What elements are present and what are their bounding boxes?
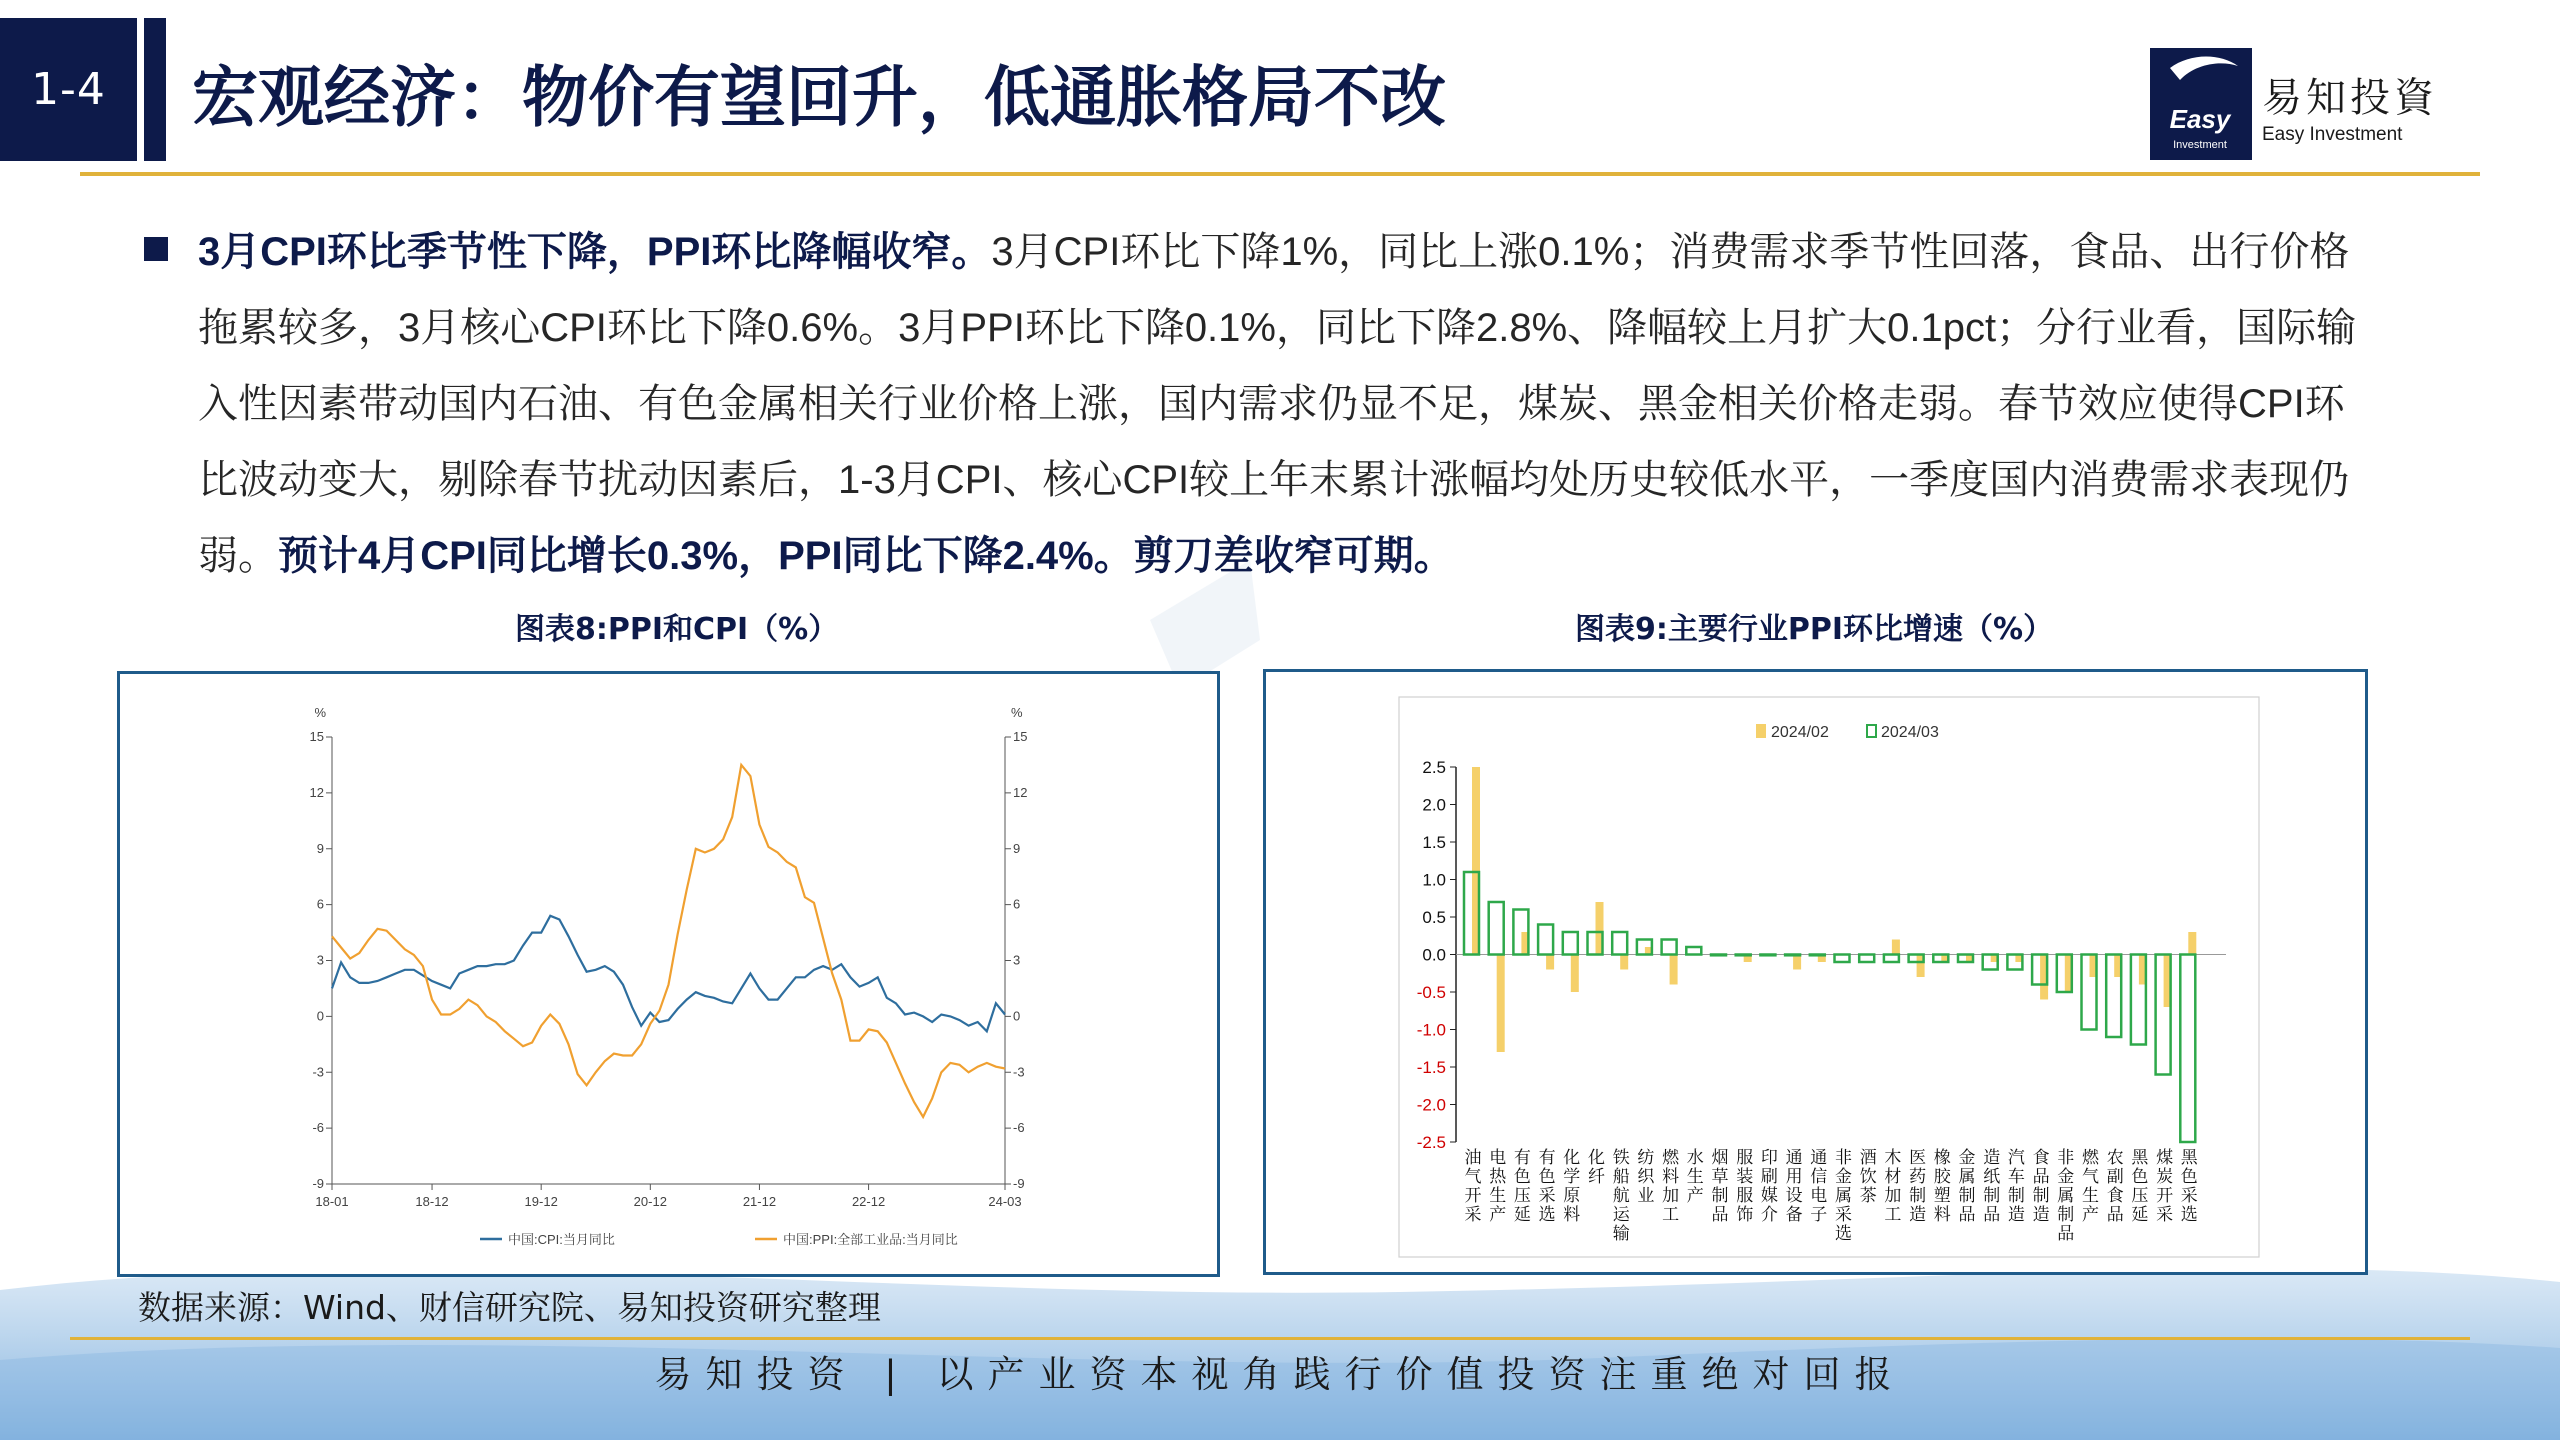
category-label-char: 压 [1513, 1186, 1531, 1205]
y-tick-label-left: 6 [316, 896, 324, 912]
category-label-char: 输 [1612, 1224, 1630, 1243]
category-label-char: 酒 [1859, 1148, 1877, 1167]
y-tick-label-left: -3 [312, 1064, 324, 1080]
y-tick-label: -2.0 [1416, 1095, 1446, 1115]
y-tick-label-right: -9 [1013, 1176, 1025, 1191]
category-label-char: 采 [2180, 1186, 2198, 1205]
category-label-char: 金 [1958, 1148, 1976, 1167]
category-label-char: 材 [1884, 1167, 1902, 1186]
category-label-char: 茶 [1859, 1186, 1877, 1205]
category-label-char: 塑 [1933, 1186, 1951, 1205]
category-label-char: 黑 [2131, 1148, 2149, 1167]
y-tick-label-right: 3 [1013, 952, 1021, 968]
bar-2024-02 [1497, 955, 1505, 1053]
category-label-char: 选 [1538, 1205, 1556, 1224]
body-tail-bold: 预计4月CPI同比增长0.3%，PPI同比下降2.4%。剪刀差收窄可期。 [278, 534, 1454, 578]
category-label-char: 印 [1760, 1148, 1778, 1167]
y-axis-right-unit: % [1011, 705, 1023, 720]
category-label-char: 医 [1909, 1148, 1927, 1167]
category-label-char: 备 [1785, 1205, 1803, 1224]
y-tick-label: -2.5 [1416, 1133, 1446, 1152]
y-tick-label-right: 6 [1013, 896, 1021, 912]
category-label-char: 制 [2007, 1186, 2025, 1205]
category-label-char: 工 [1662, 1205, 1680, 1224]
category-label-char: 饮 [1859, 1167, 1877, 1186]
category-label-char: 色 [2131, 1167, 2149, 1186]
category-label-char: 有 [1513, 1148, 1531, 1167]
bar-2024-03 [1810, 955, 1825, 956]
category-label-char: 加 [1884, 1186, 1902, 1205]
category-label-char: 车 [2007, 1167, 2025, 1186]
bar-2024-03 [1711, 955, 1726, 956]
y-tick-label: -1.0 [1416, 1020, 1446, 1040]
bar-2024-02 [1670, 955, 1678, 985]
legend-label: 2024/02 [1771, 724, 1829, 741]
category-label-char: 选 [2180, 1205, 2198, 1224]
footer-divider-line [70, 1337, 2470, 1340]
y-tick-label-right: 9 [1013, 840, 1021, 856]
category-label-char: 通 [1785, 1148, 1803, 1167]
y-tick-label-left: 9 [316, 840, 324, 856]
category-label-char: 采 [1835, 1205, 1852, 1224]
category-label-char: 炭 [2156, 1167, 2174, 1186]
y-tick-label-left: 15 [309, 729, 324, 744]
category-label-char: 汽 [2007, 1148, 2025, 1167]
category-label-char: 铁 [1612, 1148, 1630, 1167]
y-tick-label-left: 3 [316, 952, 324, 968]
category-label-char: 产 [1686, 1186, 1704, 1205]
category-label-char: 造 [2007, 1205, 2025, 1224]
bar-2024-03 [2180, 955, 2195, 1143]
section-number-badge: 1-4 [0, 18, 137, 161]
category-label-char: 气 [1464, 1167, 1482, 1186]
series-line-ppi [332, 765, 1005, 1117]
category-label-char: 延 [1513, 1205, 1531, 1224]
category-label-char: 刷 [1760, 1167, 1778, 1186]
category-label-char: 设 [1785, 1186, 1803, 1205]
legend-swatch [1756, 724, 1766, 738]
category-label-char: 色 [1538, 1167, 1556, 1186]
category-label-char: 燃 [1662, 1148, 1680, 1167]
category-label-char: 原 [1563, 1186, 1581, 1205]
y-tick-label-left: 12 [309, 784, 324, 800]
y-tick-label: -1.5 [1416, 1058, 1446, 1077]
category-label-char: 非 [1835, 1148, 1852, 1167]
legend-label: 中国:PPI:全部工业品:当月同比 [783, 1232, 958, 1247]
category-label-char: 采 [2156, 1205, 2174, 1224]
category-label-char: 生 [1489, 1186, 1507, 1205]
category-label-char: 媒 [1760, 1186, 1778, 1205]
bar-2024-03 [1612, 932, 1627, 955]
category-label-char: 燃 [2082, 1148, 2099, 1167]
category-label-char: 烟 [1711, 1148, 1729, 1167]
category-label-char: 胶 [1933, 1167, 1951, 1186]
category-label-char: 金 [1835, 1167, 1852, 1186]
x-tick-label: 22-12 [851, 1194, 886, 1209]
logo-mark-text: Easy [2169, 104, 2231, 134]
badge-divider-bar [144, 18, 166, 161]
company-logo-mark [2150, 48, 2252, 160]
bar-2024-03 [1884, 955, 1899, 963]
category-label-char: 制 [1983, 1186, 2001, 1205]
bar-2024-03 [1686, 947, 1701, 955]
legend-swatch [1867, 725, 1876, 737]
category-label-char: 非 [2057, 1148, 2075, 1167]
category-label-char: 纸 [1983, 1167, 2001, 1186]
y-tick-label: 1.5 [1422, 833, 1446, 852]
category-label-char: 橡 [1933, 1148, 1951, 1167]
y-tick-label: 0.5 [1422, 908, 1446, 927]
bar-2024-02 [1571, 955, 1579, 993]
bar-2024-03 [1489, 902, 1504, 955]
category-label-char: 金 [2057, 1167, 2075, 1186]
y-tick-label-left: -9 [312, 1176, 324, 1191]
bar-2024-02 [1620, 955, 1628, 970]
category-label-char: 农 [2106, 1148, 2124, 1167]
body-lead-bold: 3月CPI环比季节性下降，PPI环比降幅收窄。 [198, 230, 992, 274]
category-label-char: 开 [1464, 1186, 1482, 1205]
x-tick-label: 18-12 [415, 1194, 449, 1209]
y-tick-label-right: -3 [1013, 1064, 1025, 1080]
category-label-char: 介 [1760, 1205, 1778, 1224]
category-label-char: 品 [1711, 1205, 1729, 1224]
category-label-char: 食 [2032, 1148, 2050, 1167]
category-label-char: 有 [1538, 1148, 1556, 1167]
category-label-char: 产 [2082, 1205, 2099, 1224]
y-tick-label-left: -6 [312, 1120, 324, 1136]
chart8-caption: 图表8:PPI和CPI（%） [515, 612, 839, 647]
category-label-char: 属 [1958, 1167, 1976, 1186]
category-label-char: 压 [2131, 1186, 2149, 1205]
x-tick-label: 20-12 [633, 1194, 667, 1209]
category-label-char: 生 [2082, 1186, 2099, 1205]
category-label-char: 热 [1489, 1167, 1507, 1186]
industry-ppi-bar-chart [1266, 672, 2365, 1272]
bar-2024-03 [1835, 955, 1850, 963]
category-label-char: 船 [1612, 1167, 1630, 1186]
bar-2024-02 [2188, 932, 2196, 955]
category-label-char: 属 [2057, 1186, 2075, 1205]
category-label-char: 制 [2032, 1186, 2050, 1205]
x-tick-label: 18-01 [315, 1194, 349, 1209]
category-label-char: 加 [1662, 1186, 1680, 1205]
legend-label: 中国:CPI:当月同比 [508, 1232, 615, 1247]
category-label-char: 造 [2032, 1205, 2050, 1224]
y-tick-label: 0.0 [1422, 945, 1446, 965]
bar-2024-03 [1662, 940, 1677, 955]
category-label-char: 油 [1464, 1148, 1482, 1167]
series-line-cpi [332, 916, 1005, 1032]
logo-mark-subtext: Investment [2173, 139, 2227, 151]
category-label-char: 制 [1958, 1186, 1976, 1205]
y-tick-label-right: 0 [1013, 1008, 1021, 1024]
bar-2024-02 [1892, 940, 1900, 955]
category-label-char: 气 [2082, 1167, 2099, 1186]
category-label-char: 色 [1513, 1167, 1531, 1186]
category-label-char: 装 [1736, 1167, 1754, 1186]
category-label-char: 采 [1538, 1186, 1556, 1205]
body-main-text: 3月CPI环比下降1%，同比上涨0.1%；消费需求季节性回落，食品、出行价格拖累较多，3月核心CPI环比下降0.6%。3月PPI环比下降0.1%，同比下降2.8%、降幅较上月扩大0.1pct；分行业看，国际输入性因素带动国内石油、有色金属相关行业价格上涨，国内需求仍显不足，煤炭、黑金相关价格走弱。春节效应使得CPI环比波动变大，剔除春节扰动因素后，1-3月CPI、核心CPI较上年末累计涨幅均处历史较低水平，一季度国内消费需求表现仍弱。 [198, 230, 2357, 578]
y-tick-label: 1.0 [1422, 870, 1446, 890]
category-label-char: 产 [1489, 1205, 1507, 1224]
category-label-char: 通 [1810, 1148, 1828, 1167]
header-divider-line [80, 172, 2480, 176]
category-label-char: 选 [1835, 1224, 1852, 1243]
bar-2024-02 [1546, 955, 1554, 970]
y-axis-left-unit: % [314, 705, 326, 720]
category-label-char: 制 [1711, 1186, 1729, 1205]
bullet-square-icon [144, 237, 168, 261]
category-label-char: 品 [1958, 1205, 1976, 1224]
category-label-char: 品 [2106, 1205, 2124, 1224]
category-label-char: 属 [1835, 1186, 1852, 1205]
y-tick-label-right: 12 [1013, 784, 1028, 800]
y-tick-label-left: 0 [316, 1008, 324, 1024]
category-label-char: 造 [1909, 1205, 1927, 1224]
category-label-char: 饰 [1736, 1205, 1754, 1224]
category-label-char: 采 [1464, 1205, 1482, 1224]
category-label-char: 副 [2106, 1167, 2124, 1186]
category-label-char: 服 [1736, 1148, 1754, 1167]
category-label-char: 纺 [1637, 1148, 1655, 1167]
footer-slogan: 易知投资 | 以产业资本视角践行价值投资注重绝对回报 [654, 1353, 1906, 1396]
category-label-char: 子 [1810, 1205, 1828, 1224]
category-label-char: 航 [1612, 1186, 1630, 1205]
category-label-char: 业 [1637, 1186, 1655, 1205]
category-label-char: 制 [2057, 1205, 2075, 1224]
source-note: 数据来源：Wind、财信研究院、易知投资研究整理 [138, 1288, 881, 1327]
category-label-char: 生 [1686, 1167, 1704, 1186]
category-label-char: 运 [1612, 1205, 1630, 1224]
category-label-char: 制 [1909, 1186, 1927, 1205]
body-paragraph [198, 214, 2368, 594]
category-label-char: 电 [1810, 1186, 1828, 1205]
category-label-char: 化 [1588, 1148, 1605, 1167]
category-label-char: 草 [1711, 1167, 1729, 1186]
category-label-char: 延 [2131, 1205, 2149, 1224]
category-label-char: 料 [1662, 1167, 1680, 1186]
bar-2024-03 [1736, 955, 1751, 956]
category-label-char: 用 [1785, 1167, 1803, 1186]
category-label-char: 服 [1736, 1186, 1754, 1205]
category-label-char: 品 [1983, 1205, 2001, 1224]
category-label-char: 料 [1933, 1205, 1951, 1224]
bar-2024-03 [1859, 955, 1874, 963]
cpi-ppi-line-chart-frame [117, 671, 1220, 1277]
bar-2024-03 [1538, 925, 1553, 955]
logo-chinese-name: 易知投資 [2262, 75, 2438, 121]
y-tick-label: 2.0 [1422, 795, 1446, 815]
category-label-char: 开 [2156, 1186, 2174, 1205]
category-label-char: 电 [1489, 1148, 1507, 1167]
x-tick-label: 19-12 [524, 1194, 558, 1209]
category-label-char: 织 [1637, 1167, 1655, 1186]
y-tick-label: -0.5 [1416, 983, 1446, 1002]
category-label-char: 黑 [2180, 1148, 2198, 1167]
category-label-char: 学 [1563, 1167, 1581, 1186]
category-label-char: 化 [1563, 1148, 1581, 1167]
category-label-char: 品 [2032, 1167, 2050, 1186]
category-label-char: 造 [1983, 1148, 2001, 1167]
bar-2024-02 [1793, 955, 1801, 970]
category-label-char: 水 [1686, 1148, 1704, 1167]
y-tick-label: 2.5 [1422, 758, 1446, 777]
slide-title: 宏观经济：物价有望回升，低通胀格局不改 [192, 59, 1446, 136]
bar-2024-03 [1563, 932, 1578, 955]
legend-label: 2024/03 [1881, 724, 1939, 741]
category-label-char: 工 [1884, 1205, 1902, 1224]
logo-english-name: Easy Investment [2262, 124, 2403, 145]
category-label-char: 食 [2106, 1186, 2124, 1205]
category-label-char: 木 [1884, 1148, 1902, 1167]
category-label-char: 料 [1563, 1205, 1581, 1224]
industry-ppi-bar-chart-frame [1263, 669, 2368, 1275]
y-tick-label-right: -6 [1013, 1120, 1025, 1136]
chart9-caption: 图表9:主要行业PPI环比增速（%） [1575, 612, 2054, 647]
category-label-char: 煤 [2156, 1148, 2174, 1167]
category-label-char: 信 [1810, 1167, 1828, 1186]
category-label-char: 色 [2180, 1167, 2198, 1186]
bar-2024-03 [1760, 955, 1775, 956]
x-tick-label: 24-03 [988, 1194, 1022, 1209]
category-label-char: 纤 [1588, 1167, 1605, 1186]
x-tick-label: 21-12 [742, 1194, 777, 1209]
category-label-char: 品 [2057, 1224, 2075, 1243]
cpi-ppi-line-chart [120, 674, 1217, 1274]
bar-2024-03 [1785, 955, 1800, 956]
category-label-char: 药 [1909, 1167, 1927, 1186]
y-tick-label-right: 15 [1013, 729, 1028, 744]
